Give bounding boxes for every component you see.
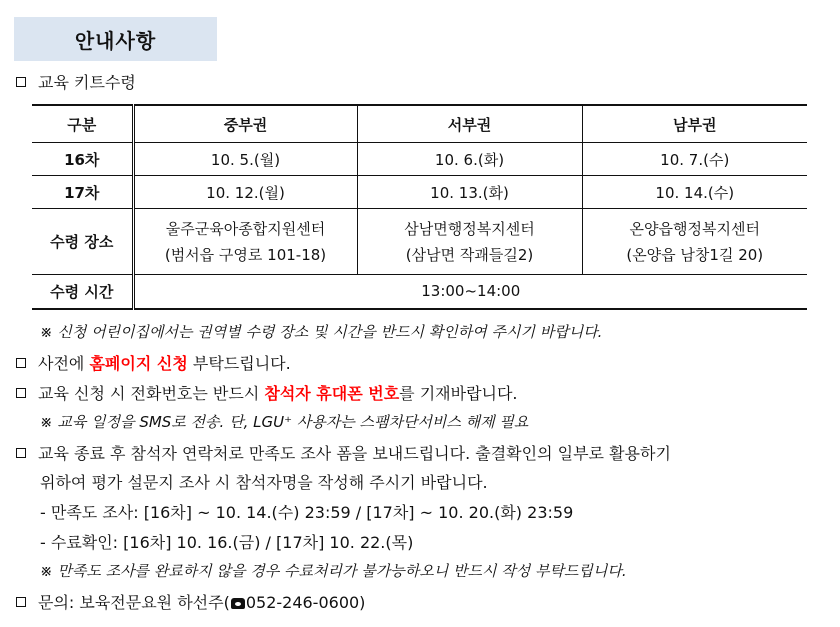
table-cell: 10. 5.(월) [133,143,357,176]
table-row [32,275,807,309]
place-address: (삼남면 작괘들길2) [405,245,534,264]
square-bullet-icon [16,358,26,368]
table-cell: 10. 7.(수) [582,143,807,176]
notice-text: 교육 종료 후 참석자 연락처로 만족도 조사 폼을 보내드립니다. 출결확인의 일부로 활용하기 [38,444,671,463]
notice-item [16,381,834,404]
contact-text: 문의: 보육전문요원 하선주( [38,593,230,612]
square-bullet-icon [16,597,26,607]
table-header-row [32,105,807,143]
table-row [32,176,807,209]
certificate-line: - 수료확인: [16차] 10. 16.(금) / [17차] 10. 22.(목) [40,533,414,552]
place-address: (온양읍 남창1길 20) [626,245,764,264]
contact-line [16,590,834,613]
notice-text: 사전에 [38,354,90,373]
kit-heading-line [16,70,834,93]
header-cell: 서부권 [357,105,582,143]
table-cell: 10. 13.(화) [357,176,582,209]
notice-highlight: 홈페이지 신청 [89,354,188,373]
table-cell: 10. 14.(수) [582,176,807,209]
place-name: 울주군육아종합지원센터 [165,219,326,238]
table-cell: 13:00~14:00 [133,275,807,309]
notice-text: 부탁드립니다. [187,354,291,373]
header-cell: 남부권 [582,105,807,143]
table-row [32,143,807,176]
place-name: 삼남면행정복지센터 [404,219,535,238]
table-cell [357,209,582,275]
note-line: ※ 신청 어린이집에서는 권역별 수령 장소 및 시간을 반드시 확인하여 주시기 바랍니다. [40,323,603,341]
table-cell: 10. 12.(월) [133,176,357,209]
row-label: 17차 [32,176,133,209]
survey-deadline-line: - 만족도 조사: [16차] ~ 10. 14.(수) 23:59 / [17차] ~ 10. 20.(화) 23:59 [40,503,574,522]
notice-highlight: 참석자 휴대폰 번호 [264,384,400,403]
place-name: 온양읍행정복지센터 [629,219,760,238]
notice-item [16,351,834,374]
note-line: ※ 교육 일정을 SMS로 전송. 단, LGU⁺ 사용자는 스팸차단서비스 해제 필요 [40,413,529,431]
notice-text: 교육 신청 시 전화번호는 반드시 [38,384,265,403]
kit-heading: 교육 키트수령 [38,73,136,92]
table-cell [582,209,807,275]
row-label: 수령 장소 [32,209,133,275]
square-bullet-icon [16,77,26,87]
kit-schedule-table [32,104,807,310]
notice-text: 를 기재바랍니다. [399,384,518,403]
row-label: 수령 시간 [32,275,133,309]
place-address: (범서읍 구영로 101-18) [164,245,327,264]
table-row [32,209,807,275]
square-bullet-icon [16,388,26,398]
table-cell [133,209,357,275]
row-label: 16차 [32,143,133,176]
notice-item [16,441,834,464]
table-cell: 10. 6.(화) [357,143,582,176]
notice-text: 위하여 평가 설문지 조사 시 참석자명을 작성해 주시기 바랍니다. [40,473,488,492]
note-line: ※ 만족도 조사를 완료하지 않을 경우 수료처리가 불가능하오니 반드시 작성 부탁드립니다. [40,562,627,580]
header-cell: 구분 [32,105,133,143]
page-title: 안내사항 [14,17,217,61]
phone-icon [231,598,245,609]
contact-number: 052-246-0600) [245,593,366,612]
square-bullet-icon [16,448,26,458]
header-cell: 중부권 [133,105,357,143]
